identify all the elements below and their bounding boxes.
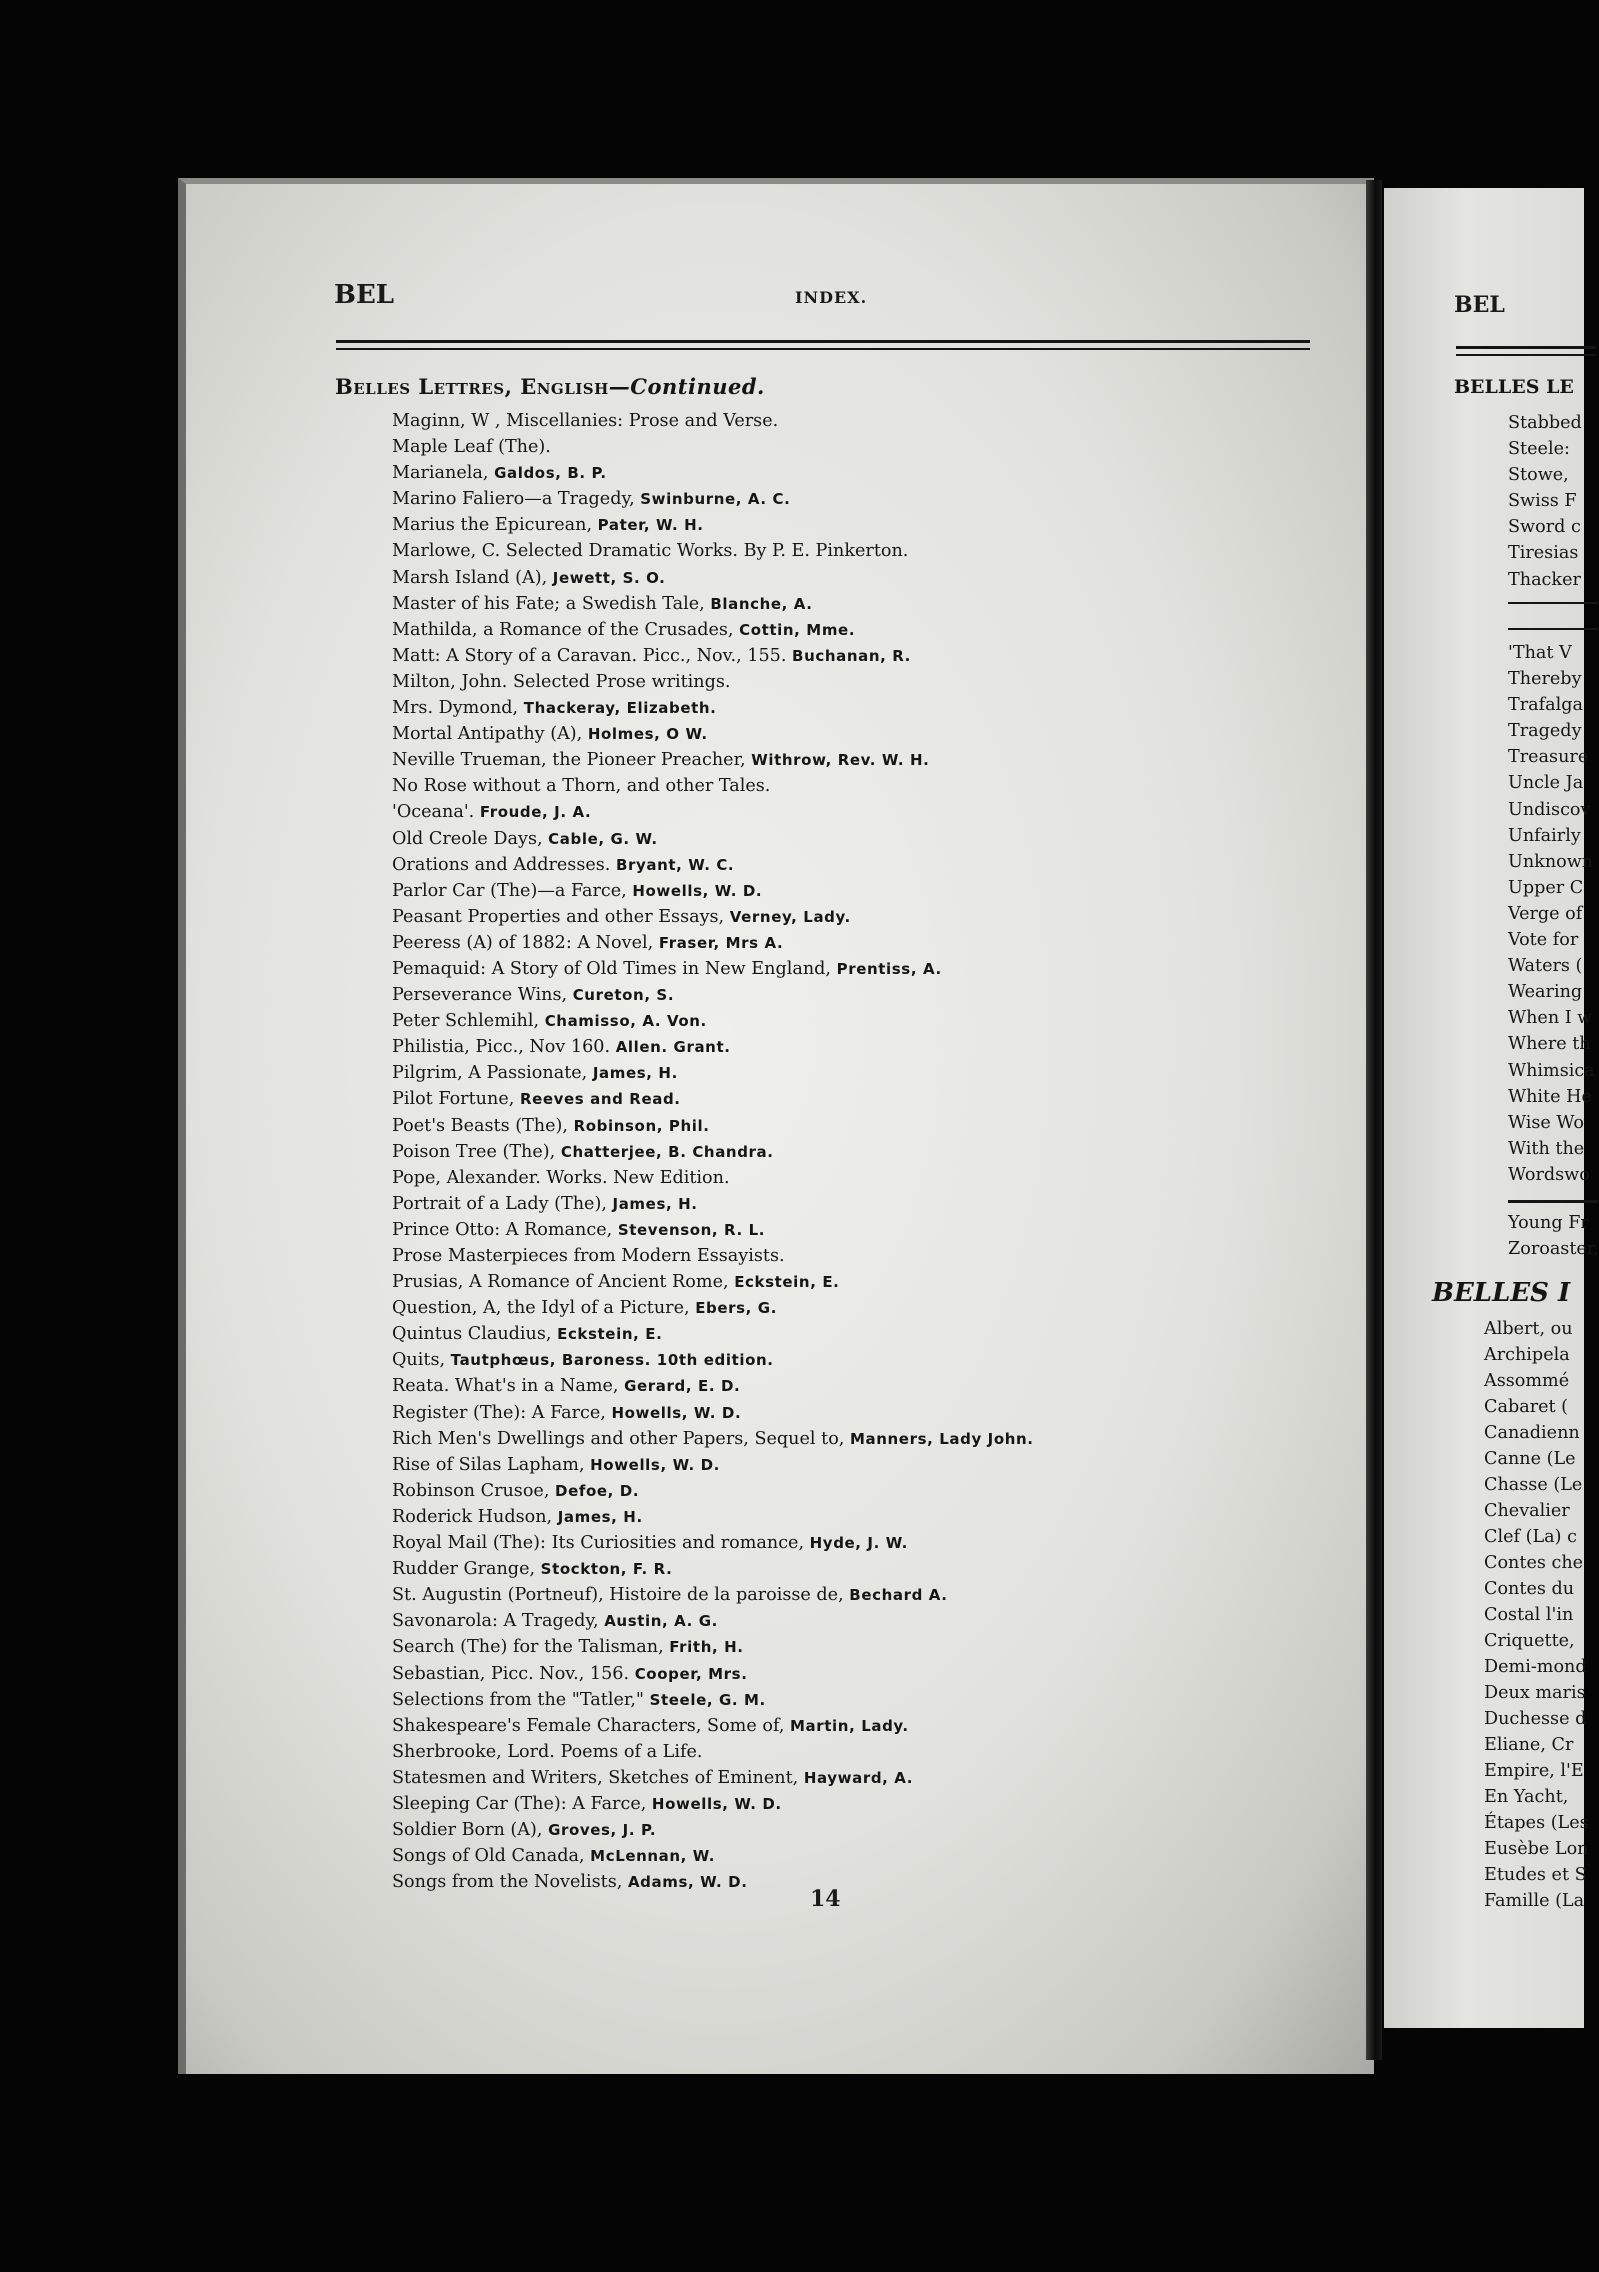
entry-author: James, H. <box>557 1507 643 1526</box>
index-entry <box>392 408 1292 434</box>
entry-title: Songs of Old Canada, <box>392 1846 585 1867</box>
entry-title: Master of his Fate; a Swedish Tale, <box>392 593 705 614</box>
facing-entry: Empire, l'E <box>1484 1761 1584 1781</box>
facing-entry: Vote for <box>1508 930 1579 951</box>
facing-entry: Cabaret ( <box>1484 1397 1569 1417</box>
entry-author: James, H. <box>592 1064 678 1083</box>
facing-entry: Criquette, <box>1484 1631 1575 1651</box>
header-rule-thin <box>336 348 1310 350</box>
entry-author: Howells, W. D. <box>590 1455 720 1474</box>
index-entry <box>392 982 1292 1008</box>
facing-entry: Wise Wo <box>1508 1112 1584 1133</box>
facing-list-b <box>1508 640 1595 1188</box>
facing-entry: Duchesse d <box>1484 1709 1587 1729</box>
index-entry <box>392 460 1292 486</box>
entry-author: Prentiss, A. <box>836 959 942 978</box>
facing-list-a <box>1508 410 1582 593</box>
entry-title: Mrs. Dymond, <box>392 698 519 719</box>
entry-author: Reeves and Read. <box>519 1090 681 1109</box>
index-entry <box>392 1478 1292 1504</box>
entry-author: Cable, G. W. <box>548 829 658 848</box>
entry-title: Peter Schlemihl, <box>392 1011 540 1032</box>
index-entry <box>392 1452 1292 1478</box>
index-entry <box>392 669 1292 695</box>
entry-title: Neville Trueman, the Pioneer Preacher, <box>392 750 746 771</box>
facing-entry: Upper C <box>1508 877 1584 898</box>
facing-entry: White He <box>1508 1086 1592 1107</box>
facing-entry: Assommé <box>1484 1371 1570 1391</box>
facing-entry: Young Fr <box>1508 1213 1589 1233</box>
facing-entry: Unfairly <box>1508 825 1581 846</box>
entry-title: Marius the Epicurean, <box>392 515 593 536</box>
entry-title: Sebastian, Picc. Nov., 156. <box>392 1663 630 1684</box>
entry-author: Verney, Lady. <box>729 907 851 926</box>
index-entry <box>392 1034 1292 1060</box>
entry-author: Howells, W. D. <box>651 1794 782 1813</box>
facing-section-heading: BELLES LE <box>1454 376 1574 398</box>
facing-entry: Swiss F <box>1508 491 1577 512</box>
index-entry <box>392 904 1292 930</box>
entry-author: Cottin, Mme. <box>739 620 856 639</box>
facing-entry: Waters ( <box>1508 956 1583 977</box>
facing-entry: Eliane, Cr <box>1484 1735 1574 1755</box>
index-entry <box>392 1086 1292 1112</box>
entry-author: Groves, J. P. <box>548 1821 657 1840</box>
entry-title: Maginn, W , Miscellanies: Prose and Verse. <box>392 411 779 431</box>
entry-author: Stevenson, R. L. <box>617 1220 766 1239</box>
facing-entry: Treasure <box>1508 747 1589 768</box>
entry-author: Howells, W. D. <box>632 881 763 900</box>
entry-title: Shakespeare's Female Characters, Some of, <box>392 1715 785 1736</box>
entry-title: Reata. What's in a Name, <box>392 1376 619 1397</box>
entry-title: Prince Otto: A Romance, <box>392 1219 613 1240</box>
index-entry <box>392 721 1292 747</box>
index-entry <box>392 695 1292 721</box>
index-entry <box>392 1295 1292 1321</box>
entry-title: Prusias, A Romance of Ancient Rome, <box>392 1272 729 1293</box>
entry-author: Stockton, F. R. <box>540 1560 673 1579</box>
facing-entry: Zoroaster, <box>1508 1239 1599 1260</box>
entry-author: Robinson, Phil. <box>573 1116 710 1135</box>
index-entry-list <box>392 408 1292 1895</box>
entry-title: Marianela, <box>392 463 489 484</box>
facing-entry: Whimsica <box>1508 1060 1595 1081</box>
entry-author: Martin, Lady. <box>790 1716 909 1735</box>
entry-title: Selections from the "Tatler," <box>392 1689 645 1710</box>
entry-author: Buchanan, R. <box>792 646 911 665</box>
entry-title: Robinson Crusoe, <box>392 1480 550 1501</box>
facing-header-rule <box>1456 346 1596 349</box>
entry-title: Pilgrim, A Passionate, <box>392 1063 588 1084</box>
facing-entry: Sword c <box>1508 517 1581 538</box>
facing-entry: 'That V <box>1508 643 1572 663</box>
entry-title: Pope, Alexander. Works. New Edition. <box>392 1167 730 1188</box>
entry-author: Eckstein, E. <box>734 1273 840 1292</box>
facing-entry: Undiscov <box>1508 799 1591 820</box>
entry-author: Adams, W. D. <box>627 1873 748 1892</box>
entry-author: Chamisso, A. Von. <box>544 1012 707 1031</box>
entry-author: Tautphœus, Baroness. 10th edition. <box>450 1351 774 1370</box>
facing-entry: Demi-mond <box>1484 1657 1587 1677</box>
facing-entry: Eusèbe Lon <box>1484 1839 1589 1859</box>
index-entry <box>392 486 1292 512</box>
entry-author: Hayward, A. <box>803 1768 914 1787</box>
facing-entry: Wordswo <box>1508 1164 1590 1185</box>
entry-title: Marsh Island (A), <box>392 567 548 588</box>
index-entry <box>392 538 1292 564</box>
facing-entry: Thacker <box>1508 569 1581 590</box>
index-entry <box>392 1608 1292 1634</box>
page-number: 14 <box>810 1886 841 1912</box>
entry-title: Search (The) for the Talisman, <box>392 1637 664 1658</box>
index-entry <box>392 1165 1292 1191</box>
index-entry <box>392 1687 1292 1713</box>
index-entry <box>392 617 1292 643</box>
index-entry <box>392 643 1292 669</box>
index-entry <box>392 1843 1292 1869</box>
entry-title: Question, A, the Idyl of a Picture, <box>392 1298 690 1319</box>
index-entry <box>392 956 1292 982</box>
facing-entry: Unknown <box>1508 851 1594 872</box>
index-entry <box>392 826 1292 852</box>
index-entry <box>392 1269 1292 1295</box>
facing-entry: With the <box>1508 1138 1585 1159</box>
entry-title: Quits, <box>392 1350 446 1371</box>
index-entry <box>392 1504 1292 1530</box>
entry-title: Marino Faliero—a Tragedy, <box>392 489 635 510</box>
facing-entry: Albert, ou <box>1484 1319 1573 1339</box>
index-entry <box>392 747 1292 773</box>
entry-author: Bechard A. <box>849 1586 948 1605</box>
facing-divider-1 <box>1508 602 1598 604</box>
index-entry <box>392 1373 1292 1399</box>
index-entry <box>392 1191 1292 1217</box>
index-entry <box>392 1400 1292 1426</box>
facing-entry: Famille (La <box>1484 1891 1585 1911</box>
entry-title: Poet's Beasts (The), <box>392 1115 569 1136</box>
entry-title: Songs from the Novelists, <box>392 1872 623 1893</box>
index-entry <box>392 1243 1292 1269</box>
entry-author: Hyde, J. W. <box>809 1534 908 1553</box>
entry-author: Manners, Lady John. <box>850 1429 1034 1448</box>
entry-title: Mortal Antipathy (A), <box>392 724 583 745</box>
facing-entry: Clef (La) c <box>1484 1527 1577 1547</box>
index-entry <box>392 1634 1292 1660</box>
entry-title: Rudder Grange, <box>392 1559 536 1580</box>
entry-author: James, H. <box>612 1194 698 1213</box>
entry-title: Sherbrooke, Lord. Poems of a Life. <box>392 1741 703 1762</box>
index-entry <box>392 565 1292 591</box>
entry-title: Quintus Claudius, <box>392 1324 552 1345</box>
index-entry <box>392 799 1292 825</box>
entry-author: Eckstein, E. <box>557 1325 663 1344</box>
facing-entry: Canadienn <box>1484 1423 1580 1443</box>
facing-entry: Tragedy <box>1508 721 1582 742</box>
entry-title: Maple Leaf (The). <box>392 437 551 458</box>
facing-entry: Thereby <box>1508 669 1582 690</box>
running-head-center: INDEX. <box>795 288 868 307</box>
entry-author: Steele, G. M. <box>649 1690 766 1709</box>
facing-entry: Étapes (Les <box>1484 1813 1589 1833</box>
facing-entry: Contes che <box>1484 1553 1584 1573</box>
index-entry <box>392 1739 1292 1765</box>
facing-entry: When I w <box>1508 1008 1593 1029</box>
facing-entry: Wearing <box>1508 982 1583 1003</box>
entry-title: Peasant Properties and other Essays, <box>392 906 725 927</box>
entry-title: Perseverance Wins, <box>392 985 568 1006</box>
section-suffix: —Continued. <box>608 374 765 399</box>
index-entry <box>392 1113 1292 1139</box>
entry-title: Statesmen and Writers, Sketches of Eminent, <box>392 1767 799 1788</box>
entry-title: Pilot Fortune, <box>392 1089 515 1110</box>
index-entry <box>392 1765 1292 1791</box>
entry-author: Allen. Grant. <box>615 1038 731 1057</box>
entry-author: Bryant, W. C. <box>615 855 735 874</box>
facing-entry: Canne (Le <box>1484 1449 1576 1469</box>
facing-list-d <box>1484 1316 1589 1914</box>
entry-author: Swinburne, A. C. <box>640 490 791 509</box>
facing-divider-3 <box>1508 1200 1598 1203</box>
facing-entry: Stowe, <box>1508 465 1569 486</box>
entry-author: Howells, W. D. <box>611 1403 742 1422</box>
index-entry <box>392 1321 1292 1347</box>
index-entry <box>392 1869 1292 1895</box>
index-entry <box>392 852 1292 878</box>
entry-title: Portrait of a Lady (The), <box>392 1193 607 1214</box>
facing-entry: Deux maris <box>1484 1683 1586 1703</box>
entry-title: Sleeping Car (The): A Farce, <box>392 1793 647 1814</box>
facing-entry: Stabbed <box>1508 413 1582 433</box>
index-entry <box>392 1426 1292 1452</box>
entry-author: Cureton, S. <box>572 986 675 1005</box>
entry-author: Chatterjee, B. Chandra. <box>560 1142 774 1161</box>
entry-title: Old Creole Days, <box>392 828 543 849</box>
entry-author: McLennan, W. <box>590 1847 716 1866</box>
facing-entry: Trafalga <box>1508 695 1584 716</box>
entry-author: Gerard, E. D. <box>624 1377 741 1396</box>
index-entry <box>392 773 1292 799</box>
book-spine <box>1366 180 1382 2060</box>
index-entry <box>392 1713 1292 1739</box>
entry-title: Rich Men's Dwellings and other Papers, Sequel to, <box>392 1428 845 1449</box>
index-entry <box>392 1556 1292 1582</box>
section-heading <box>335 374 765 399</box>
facing-entry: Chasse (Le <box>1484 1475 1583 1495</box>
facing-divider-2 <box>1508 628 1598 630</box>
index-entry <box>392 878 1292 904</box>
index-entry <box>392 1008 1292 1034</box>
entry-author: Holmes, O W. <box>587 725 708 744</box>
entry-title: Prose Masterpieces from Modern Essayists. <box>392 1246 785 1266</box>
entry-title: Poison Tree (The), <box>392 1141 556 1162</box>
index-entry <box>392 930 1292 956</box>
entry-title: Philistia, Picc., Nov 160. <box>392 1037 611 1058</box>
index-entry <box>392 1139 1292 1165</box>
entry-title: Milton, John. Selected Prose writings. <box>392 671 731 692</box>
entry-title: Register (The): A Farce, <box>392 1402 606 1423</box>
entry-author: Thackeray, Elizabeth. <box>523 699 717 718</box>
header-rule-thick <box>336 340 1310 343</box>
facing-running-head: BEL <box>1454 292 1505 318</box>
entry-author: Defoe, D. <box>555 1481 640 1500</box>
facing-section2-heading: BELLES I <box>1432 1278 1571 1308</box>
facing-entry: Costal l'in <box>1484 1605 1574 1625</box>
index-entry <box>392 1817 1292 1843</box>
entry-author: Ebers, G. <box>695 1299 778 1318</box>
facing-entry: Steele: <box>1508 439 1570 460</box>
facing-entry: Tiresias <box>1508 543 1579 564</box>
index-entry <box>392 1217 1292 1243</box>
entry-author: Pater, W. H. <box>597 516 704 535</box>
entry-title: Parlor Car (The)—a Farce, <box>392 880 627 901</box>
entry-title: Rise of Silas Lapham, <box>392 1454 585 1475</box>
entry-author: Froude, J. A. <box>479 803 592 822</box>
index-entry <box>392 434 1292 460</box>
entry-author: Austin, A. G. <box>604 1612 718 1631</box>
entry-author: Jewett, S. O. <box>552 568 666 587</box>
entry-title: St. Augustin (Portneuf), Histoire de la paroisse de, <box>392 1585 844 1606</box>
facing-entry: En Yacht, <box>1484 1787 1569 1807</box>
entry-title: Soldier Born (A), <box>392 1820 543 1841</box>
entry-author: Cooper, Mrs. <box>634 1664 748 1683</box>
section-name: Belles Lettres, English <box>335 374 609 399</box>
entry-title: Orations and Addresses. <box>392 854 611 875</box>
index-entry <box>392 591 1292 617</box>
facing-entry: Contes du <box>1484 1579 1575 1599</box>
entry-title: Savonarola: A Tragedy, <box>392 1611 599 1632</box>
index-entry <box>392 1661 1292 1687</box>
running-head-left: BEL <box>334 280 395 310</box>
facing-entry: Uncle Ja <box>1508 773 1584 794</box>
facing-entry: Where th <box>1508 1034 1591 1055</box>
entry-author: Galdos, B. P. <box>494 464 607 483</box>
entry-author: Frith, H. <box>669 1638 744 1657</box>
facing-entry: Verge of <box>1508 903 1583 924</box>
entry-author: Fraser, Mrs A. <box>658 933 784 952</box>
index-entry <box>392 1347 1292 1373</box>
facing-entry: Chevalier <box>1484 1501 1570 1521</box>
index-entry <box>392 1582 1292 1608</box>
facing-header-rule-thin <box>1456 354 1596 356</box>
facing-entry: Archipela <box>1484 1345 1570 1365</box>
entry-author: Blanche, A. <box>710 594 813 613</box>
entry-title: No Rose without a Thorn, and other Tales. <box>392 776 771 797</box>
entry-author: Withrow, Rev. W. H. <box>751 751 930 770</box>
entry-title: Pemaquid: A Story of Old Times in New England, <box>392 958 832 979</box>
index-entry <box>392 512 1292 538</box>
facing-page <box>1384 188 1599 2028</box>
entry-title: 'Oceana'. <box>392 802 475 823</box>
index-entry <box>392 1530 1292 1556</box>
index-entry <box>392 1791 1292 1817</box>
facing-entry: Etudes et S <box>1484 1865 1587 1885</box>
entry-title: Mathilda, a Romance of the Crusades, <box>392 619 734 640</box>
entry-title: Peeress (A) of 1882: A Novel, <box>392 932 654 953</box>
entry-title: Marlowe, C. Selected Dramatic Works. By P. E. Pinkerton. <box>392 541 909 562</box>
entry-title: Matt: A Story of a Caravan. Picc., Nov., 155. <box>392 645 787 666</box>
entry-title: Roderick Hudson, <box>392 1506 553 1527</box>
facing-list-c <box>1508 1210 1599 1262</box>
entry-title: Royal Mail (The): Its Curiosities and romance, <box>392 1533 805 1554</box>
index-entry <box>392 1060 1292 1086</box>
